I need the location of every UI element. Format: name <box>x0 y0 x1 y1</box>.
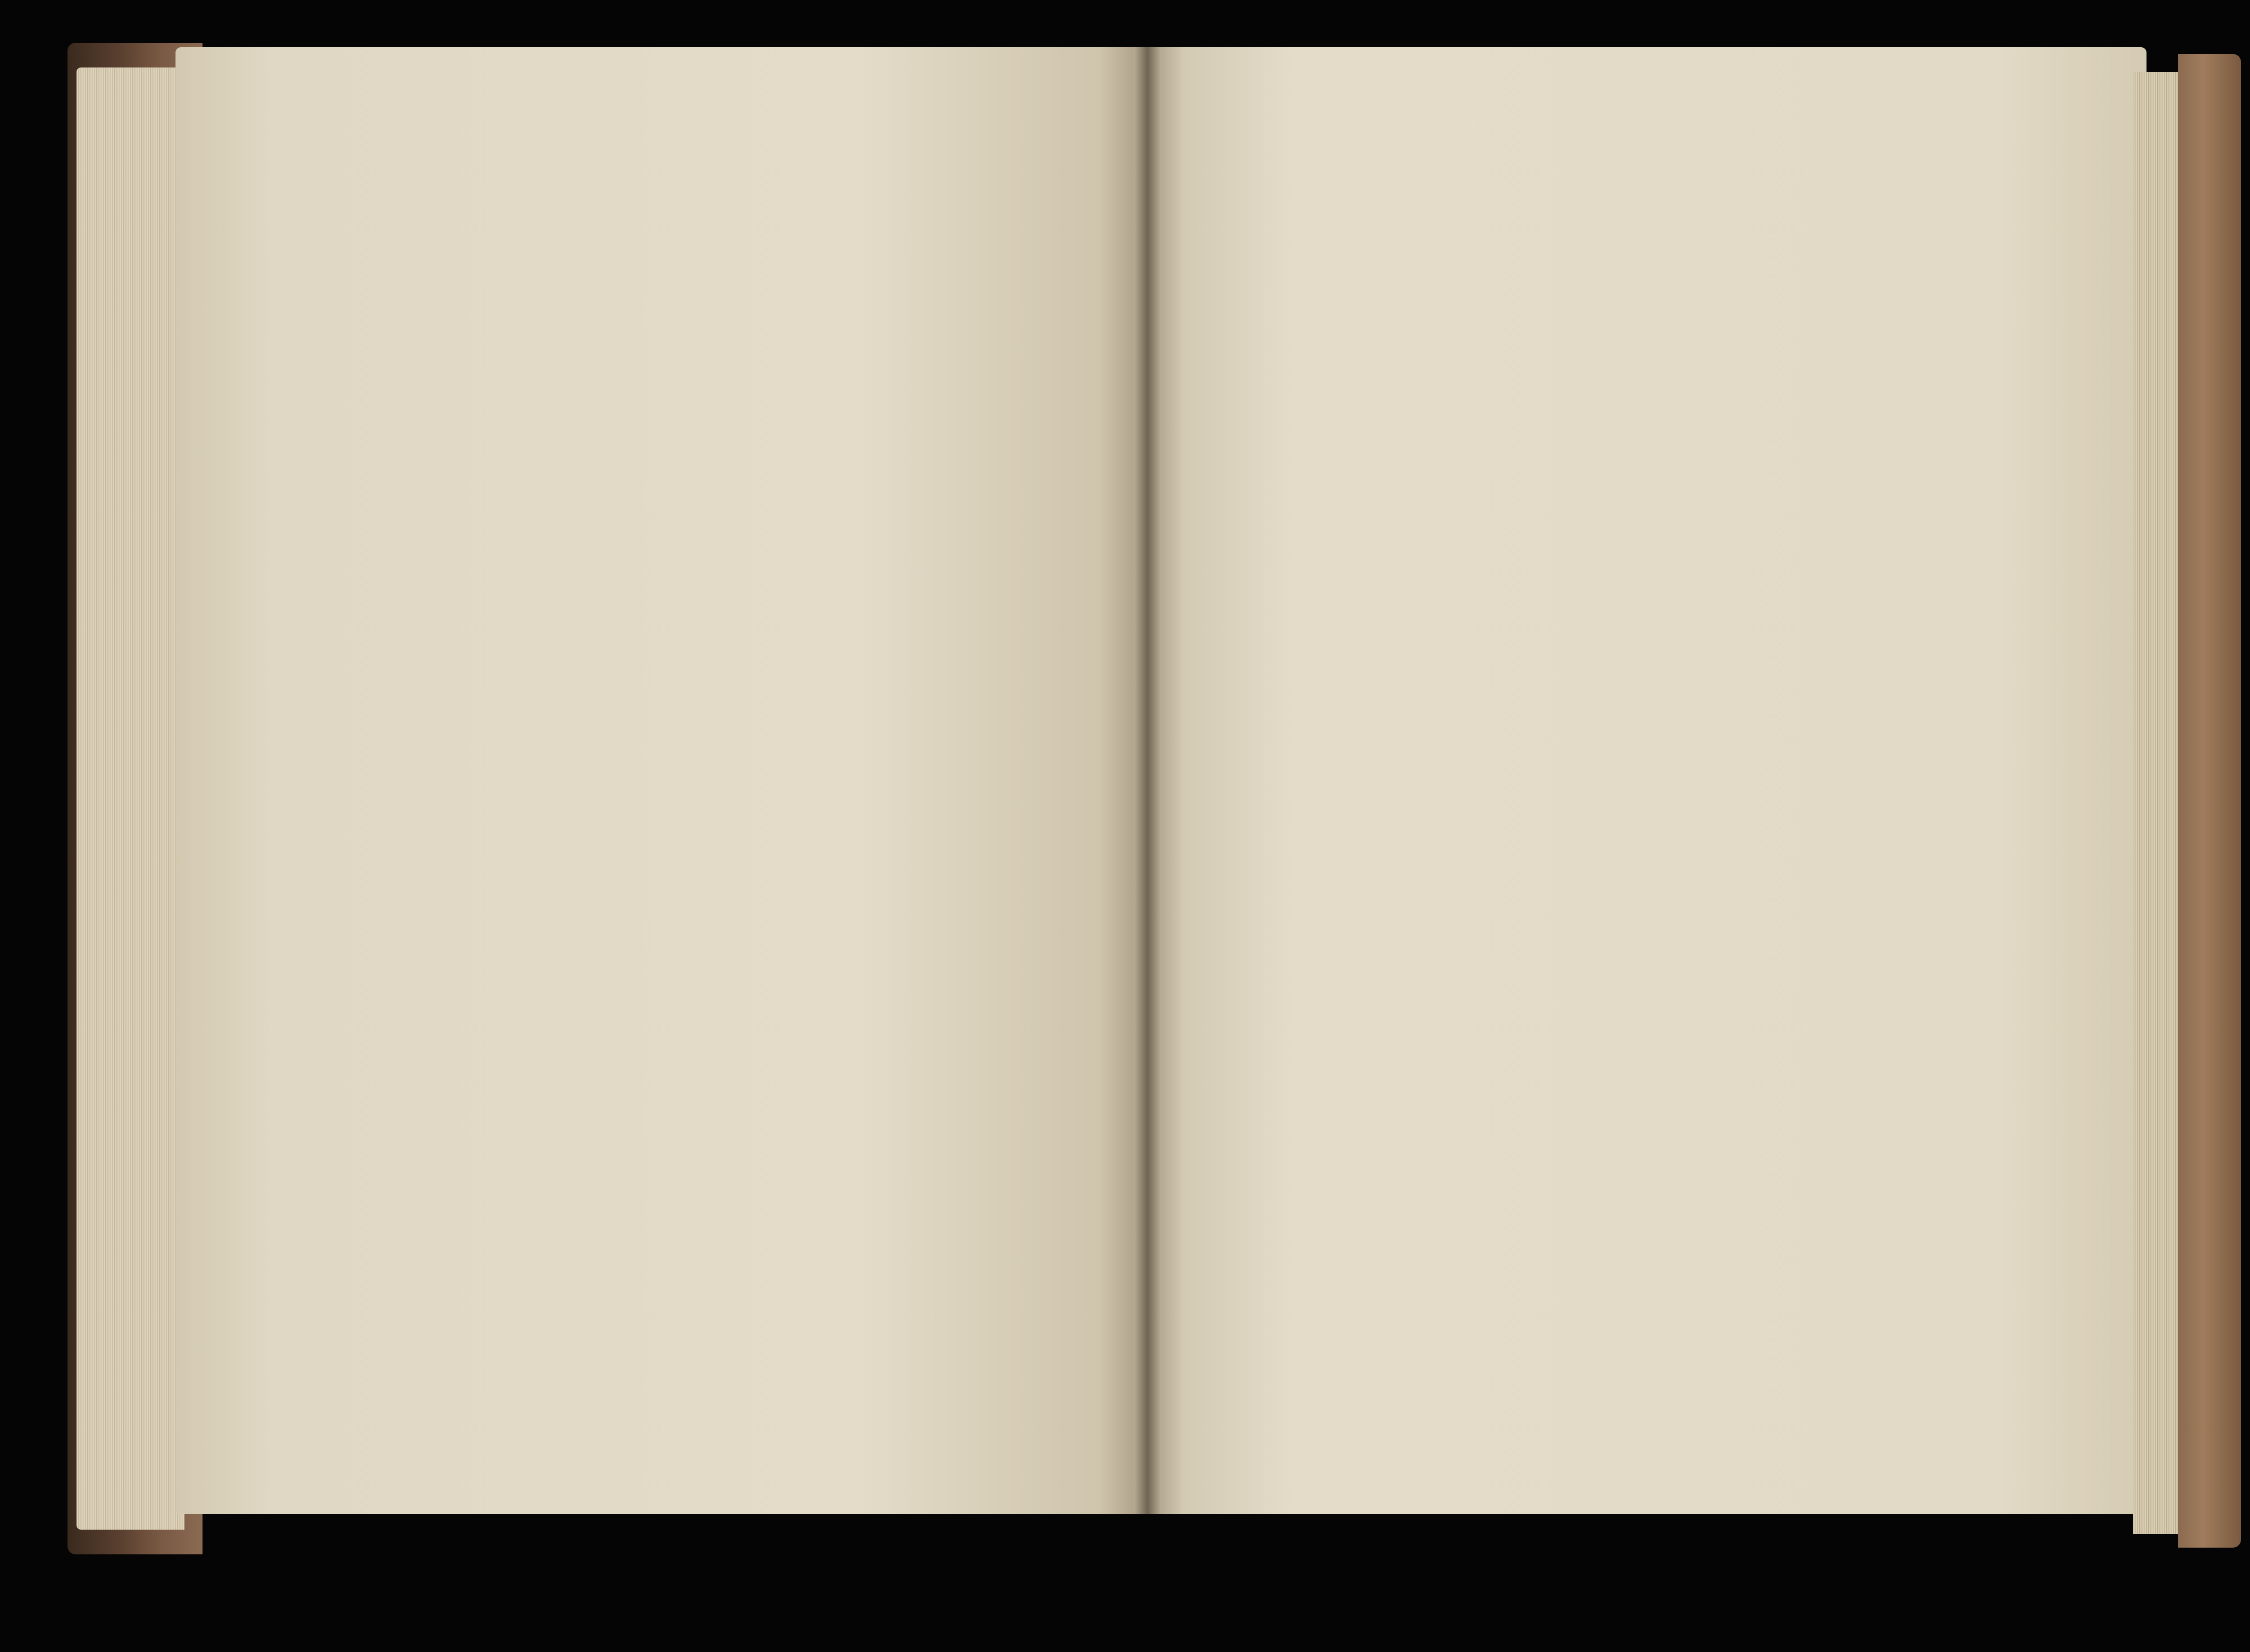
book-cover-right <box>2178 54 2241 1548</box>
right-page <box>1143 47 2146 1514</box>
book-gutter <box>1134 47 1161 1514</box>
left-page <box>176 47 1148 1514</box>
page-edges-left <box>76 67 184 1530</box>
